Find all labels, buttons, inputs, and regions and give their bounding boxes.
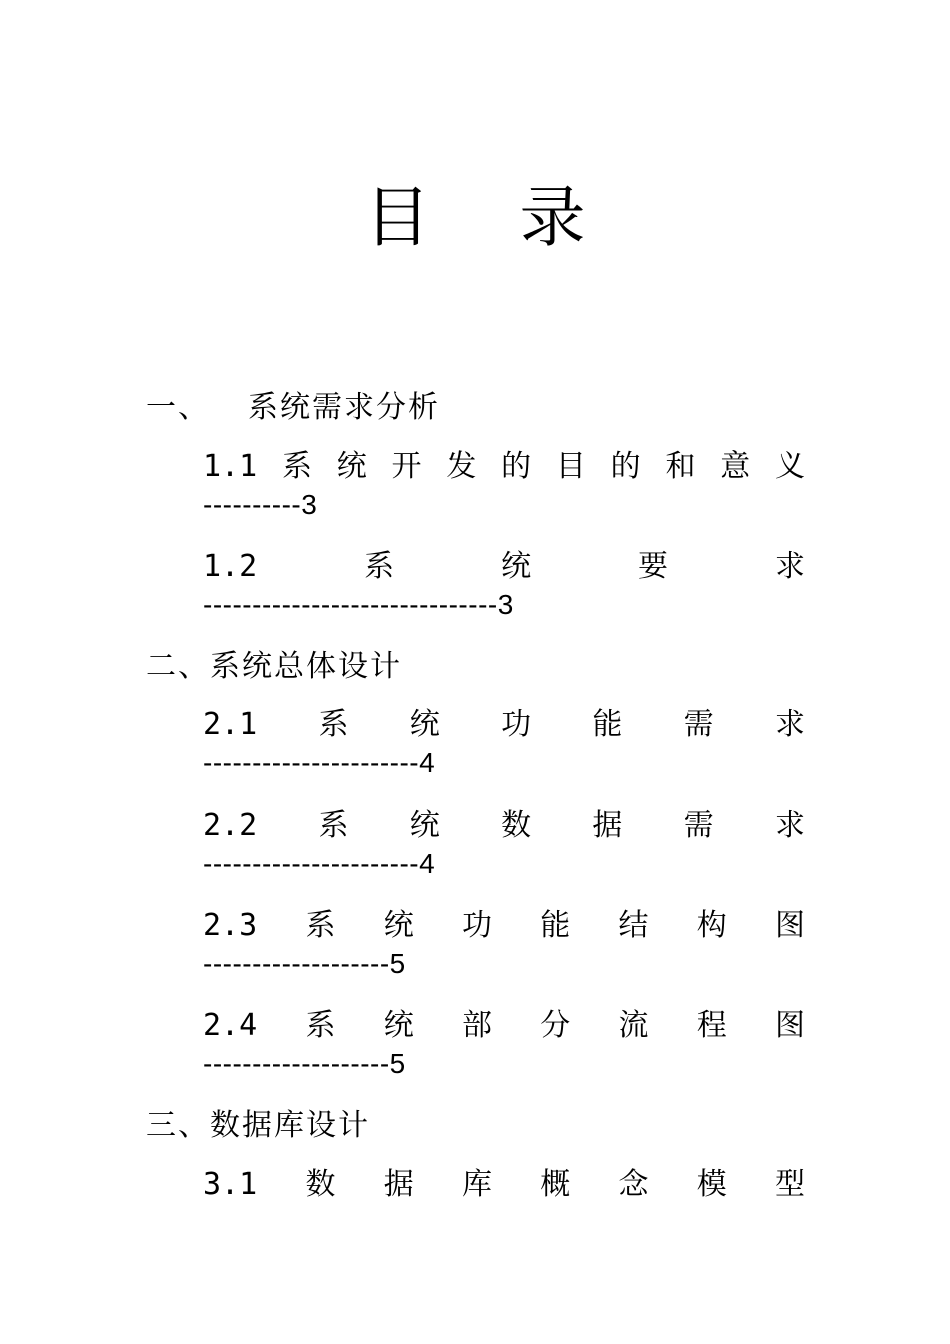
toc-entry-2-4[interactable] [203,1006,805,1082]
section-heading-1 [146,388,440,428]
entry-char: 求 [775,549,805,584]
entry-char: 义 [775,449,805,484]
entry-title-line [203,906,805,946]
entry-number: 2.3 [203,908,258,943]
entry-title-line [203,1006,805,1046]
entry-char: 意 [720,449,751,484]
section-heading-2 [146,647,402,687]
toc-entry-2-3[interactable] [203,906,805,982]
entry-char: 统 [383,1008,414,1043]
entry-char: 系 [318,707,349,742]
entry-number: 1.2 [203,549,258,584]
entry-char: 型 [774,1167,805,1202]
entry-title-line [203,547,805,587]
section-number: 二、 [146,649,210,684]
toc-entry-2-1[interactable] [203,705,805,781]
entry-char: 分 [540,1008,571,1043]
entry-char: 系 [281,449,312,484]
entry-char: 模 [696,1167,727,1202]
toc-entry-2-2[interactable] [203,806,805,882]
entry-leader-page: ------------------------------3 [203,589,514,620]
entry-char: 流 [618,1008,649,1043]
entry-number: 1.1 [203,449,258,484]
toc-entry-3-1[interactable] [203,1165,805,1205]
section-heading-3 [146,1106,370,1146]
entry-char: 能 [540,908,571,943]
entry-leader-page: -------------------5 [203,1048,406,1079]
entry-char: 和 [665,449,696,484]
entry-leader-page: ----------3 [203,489,318,520]
entry-char: 部 [461,1008,492,1043]
entry-char: 统 [409,707,440,742]
toc-entry-1-2[interactable] [203,547,805,623]
entry-char: 功 [501,707,532,742]
section-title: 系统需求分析 [248,390,440,425]
entry-char: 统 [336,449,367,484]
entry-char: 程 [696,1008,727,1043]
entry-char: 图 [774,908,805,943]
section-number: 一、 [146,390,210,425]
entry-char: 数 [305,1167,336,1202]
entry-leader-page: -------------------5 [203,948,406,979]
entry-char: 系 [305,1008,336,1043]
entry-leader-page: ----------------------4 [203,848,436,879]
entry-char: 能 [592,707,623,742]
entry-char: 要 [638,549,669,584]
entry-char: 系 [305,908,336,943]
entry-char: 系 [318,808,349,843]
entry-char: 数 [501,808,532,843]
entry-char: 系 [364,549,395,584]
entry-number: 2.4 [203,1008,258,1043]
entry-title-line [203,1165,805,1205]
section-title: 数据库设计 [210,1108,370,1143]
entry-number: 3.1 [203,1167,258,1202]
entry-char: 据 [383,1167,414,1202]
section-title: 系统总体设计 [210,649,402,684]
page-title: 目 录 [364,179,620,256]
entry-char: 需 [683,707,714,742]
entry-char: 目 [555,449,586,484]
entry-number: 2.1 [203,707,258,742]
entry-title-line [203,806,805,846]
toc-entry-1-1[interactable] [203,447,805,523]
entry-char: 的 [501,449,532,484]
entry-char: 统 [501,549,532,584]
entry-number: 2.2 [203,808,258,843]
entry-char: 功 [461,908,492,943]
entry-char: 需 [683,808,714,843]
entry-char: 的 [610,449,641,484]
entry-title-line [203,447,805,487]
entry-char: 念 [618,1167,649,1202]
entry-char: 统 [383,908,414,943]
entry-char: 结 [618,908,649,943]
entry-char: 概 [540,1167,571,1202]
entry-char: 图 [774,1008,805,1043]
entry-leader-page: ----------------------4 [203,747,436,778]
entry-char: 求 [774,808,805,843]
entry-char: 统 [409,808,440,843]
entry-char: 求 [774,707,805,742]
entry-title-line [203,705,805,745]
entry-char: 据 [592,808,623,843]
entry-char: 库 [461,1167,492,1202]
section-number: 三、 [146,1108,210,1143]
entry-char: 构 [696,908,727,943]
entry-char: 发 [446,449,477,484]
entry-char: 开 [391,449,422,484]
